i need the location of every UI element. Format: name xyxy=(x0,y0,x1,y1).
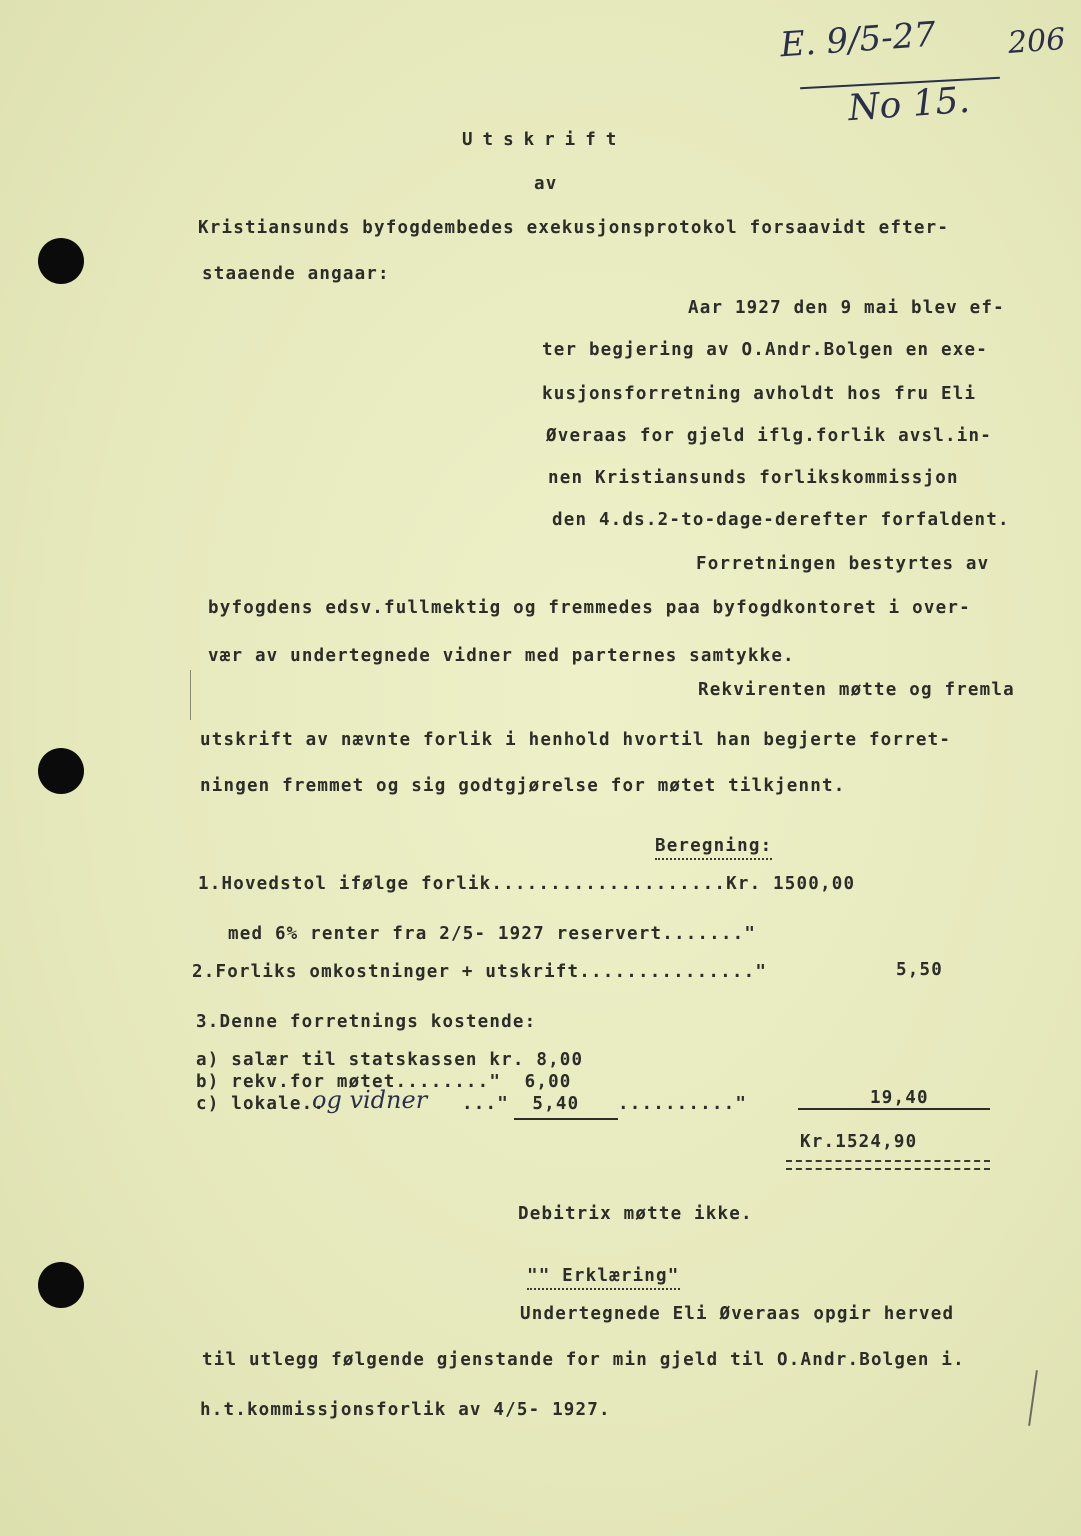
handwritten-date: E. 9/5-27 xyxy=(778,14,938,66)
text-line: Rekvirenten møtte og fremla xyxy=(698,680,1015,700)
document-subtitle: av xyxy=(534,174,558,194)
text-line: h.t.kommissjonsforlik av 4/5- 1927. xyxy=(200,1400,611,1420)
punch-hole-middle xyxy=(38,748,84,794)
text-line: nen Kristiansunds forlikskommissjon xyxy=(548,468,959,488)
calc-row-costs-value: 5,50 xyxy=(896,960,943,980)
text-line: staaende angaar: xyxy=(202,264,390,284)
subtotal-rule xyxy=(798,1108,990,1110)
calc-fee-c-label: c) lokale.. xyxy=(196,1094,326,1114)
calc-row-interest: med 6% renter fra 2/5- 1927 reservert......." xyxy=(228,924,757,944)
erklaering-heading xyxy=(480,1246,680,1306)
margin-mark xyxy=(190,670,191,720)
punch-hole-top xyxy=(38,238,84,284)
text-line: Øveraas for gjeld iflg.forlik avsl.in- xyxy=(546,426,992,446)
text-line: ter begjering av O.Andr.Bolgen en exe- xyxy=(542,340,988,360)
calc-fee-c-dots: .........." xyxy=(618,1094,748,1114)
text-line: kusjonsforretning avholdt hos fru Eli xyxy=(542,384,977,404)
margin-mark xyxy=(1028,1370,1038,1426)
fee-c-underline xyxy=(514,1118,618,1120)
calc-fee-c-amount: ..." 5,40 xyxy=(462,1094,580,1114)
text-line: ningen fremmet og sig godtgjørelse for møtet tilkjennt. xyxy=(200,776,846,796)
text-line: byfogdens edsv.fullmektig og fremmedes paa byfogdkontoret i over- xyxy=(208,598,971,618)
text-line: Aar 1927 den 9 mai blev ef- xyxy=(688,298,1005,318)
text-line: Undertegnede Eli Øveraas opgir herved xyxy=(520,1304,955,1324)
total-double-rule xyxy=(786,1160,990,1170)
calc-heading-text: Beregning: xyxy=(655,836,772,860)
text-line: utskrift av nævnte forlik i henhold hvortil han begjerte forret- xyxy=(200,730,952,750)
text-line: Kristiansunds byfogdembedes exekusjonsprotokol forsaavidt efter- xyxy=(198,218,950,238)
handwritten-folio: 206 xyxy=(1006,22,1067,61)
calc-fee-a: a) salær til statskassen kr. 8,00 xyxy=(196,1050,584,1070)
calc-fee-b: b) rekv.for møtet........" 6,00 xyxy=(196,1072,572,1092)
text-line: den 4.ds.2-to-dage-derefter forfaldent. xyxy=(552,510,1010,530)
calc-fee-total: 19,40 xyxy=(870,1088,929,1108)
text-line: til utlegg følgende gjenstande for min gjeld til O.Andr.Bolgen i. xyxy=(202,1350,965,1370)
calc-grand-total: Kr.1524,90 xyxy=(800,1132,918,1152)
calc-row-costs-label: 2.Forliks omkostninger + utskrift..............." xyxy=(192,962,768,982)
text-line: Forretningen bestyrtes av xyxy=(696,554,990,574)
calc-row-fees-heading: 3.Denne forretnings kostende: xyxy=(196,1012,537,1032)
punch-hole-bottom xyxy=(38,1262,84,1308)
calc-row-principal: 1.Hovedstol ifølge forlik....................Kr. 1500,00 xyxy=(198,874,856,894)
erklaering-heading-text: "" Erklæring" xyxy=(527,1266,680,1290)
handwritten-number: No 15. xyxy=(846,79,972,130)
calc-fee-c-handwritten: og vidner xyxy=(312,1086,428,1114)
document-title: Utskrift xyxy=(462,130,627,150)
debitrix-note: Debitrix møtte ikke. xyxy=(518,1204,753,1224)
text-line: vær av undertegnede vidner med parternes samtykke. xyxy=(208,646,795,666)
calc-heading xyxy=(608,816,772,876)
